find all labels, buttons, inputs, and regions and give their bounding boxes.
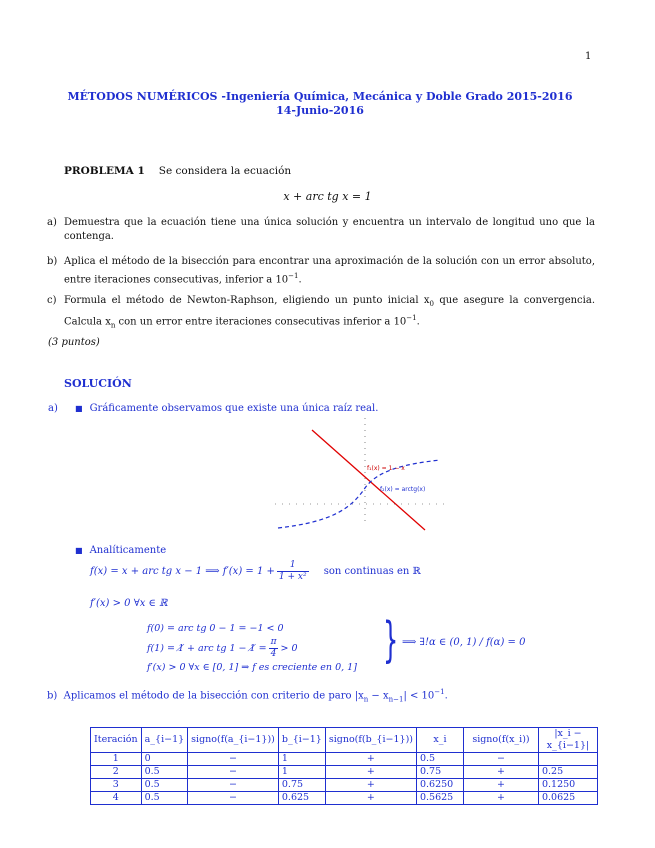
item-text: Aplica el método de la bisección para encontrar una aproximación de la solución con un error absoluto, entre iteraciones consecutivas, inferior a $10^{-1}$. — [64, 256, 595, 286]
sys-line-3: f′(x) > 0 ∀x ∈ [0, 1] ⇒ f es creciente en 0, 1] — [147, 661, 357, 673]
header-sign-a: signo(f(a_{i−1})) — [188, 728, 279, 753]
label-f1: f₁(x) = 1 − x — [367, 465, 405, 472]
main-equation: x + arc tg x = 1 — [283, 190, 372, 203]
item-label: a) — [47, 217, 57, 228]
header-x: x_i — [416, 728, 463, 753]
item-text: Formula el método de Newton-Raphson, eligiendo un punto inicial $x_0$ que asegure la convergencia. Calcula $x_n$ con un error entre iteraciones consecutivas inferior a $10^{-1}$. — [64, 295, 596, 330]
bullet-icon: ■ — [75, 546, 83, 555]
equation-system — [147, 621, 357, 675]
item-label: b) — [47, 256, 58, 267]
solution-part-a-label: a) — [48, 403, 58, 414]
sys-line-2: f(1) = 1̸ + arc tg 1 − 1̸ = $\frac{\pi}{4}$ > 0 — [147, 636, 298, 659]
problem-label: PROBLEMA 1 — [64, 165, 145, 177]
header-b: b_{i−1} — [278, 728, 325, 753]
table-header-row — [91, 728, 598, 753]
derivative-positive: f′(x) > 0 ∀x ∈ ℝ — [90, 598, 168, 609]
part-b-statement: b) Aplicamos el método de la bisección con criterio de paro $|x_n - x_{n-1}| < 10^{-1}$. — [47, 688, 448, 704]
item-label: c) — [47, 295, 57, 306]
problem-item-c — [47, 294, 595, 332]
table-row: 3 0.5 − 0.75 + 0.6250 + 0.1250 — [91, 779, 598, 792]
problem-item-a — [47, 216, 595, 244]
page-number: 1 — [585, 51, 592, 62]
header-sign-b: signo(f(b_{i−1})) — [325, 728, 416, 753]
header-sign-x: signo(f(x_i)) — [463, 728, 538, 753]
problem-item-b — [47, 255, 595, 287]
graphical-statement: ■ Gráficamente observamos que existe una única raíz real. — [75, 403, 379, 414]
points-note: (3 puntos) — [48, 337, 100, 348]
sys-line-1: f(0) = arc tg 0 − 1 = −1 < 0 — [147, 623, 284, 634]
analytical-heading: ■ Analíticamente — [75, 545, 167, 556]
bisection-table — [90, 727, 598, 805]
header-iteration: Iteración — [91, 728, 142, 753]
root-graph — [270, 418, 460, 538]
solution-heading: SOLUCIÓN — [64, 377, 132, 390]
bullet-icon: ■ — [75, 404, 83, 413]
curve-f2 — [278, 460, 440, 528]
conclusion: ⟹ ∃!α ∈ (0, 1) / f(α) = 0 — [402, 637, 526, 648]
table-row: 4 0.5 − 0.625 + 0.5625 + 0.0625 — [91, 792, 598, 805]
brace: } — [383, 612, 399, 668]
table-row: 1 0 − 1 + 0.5 − — [91, 753, 598, 766]
item-text: Demuestra que la ecuación tiene una única solución y encuentra un intervalo de longitud uno que la contenga. — [64, 217, 595, 242]
table-row: 2 0.5 − 1 + 0.75 + 0.25 — [91, 766, 598, 779]
problem-intro: Se considera la ecuación — [158, 165, 292, 177]
derivative-line: f(x) = x + arc tg x − 1 ⟹ f′(x) = 1 + $\frac{1}{\text{1 + x²}}$ son continuas en ℝ — [90, 560, 421, 582]
header-error: |x_i − x_{i−1}| — [538, 728, 597, 753]
document-title: MÉTODOS NUMÉRICOS -Ingeniería Química, Mecánica y Doble Grado 2015-2016 — [67, 90, 573, 103]
line-f1 — [312, 430, 425, 530]
label-f2: f₂(x) = arctg(x) — [380, 486, 426, 493]
problem-heading — [64, 165, 291, 177]
header-a: a_{i−1} — [141, 728, 188, 753]
document-date: 14-Junio-2016 — [276, 104, 364, 117]
